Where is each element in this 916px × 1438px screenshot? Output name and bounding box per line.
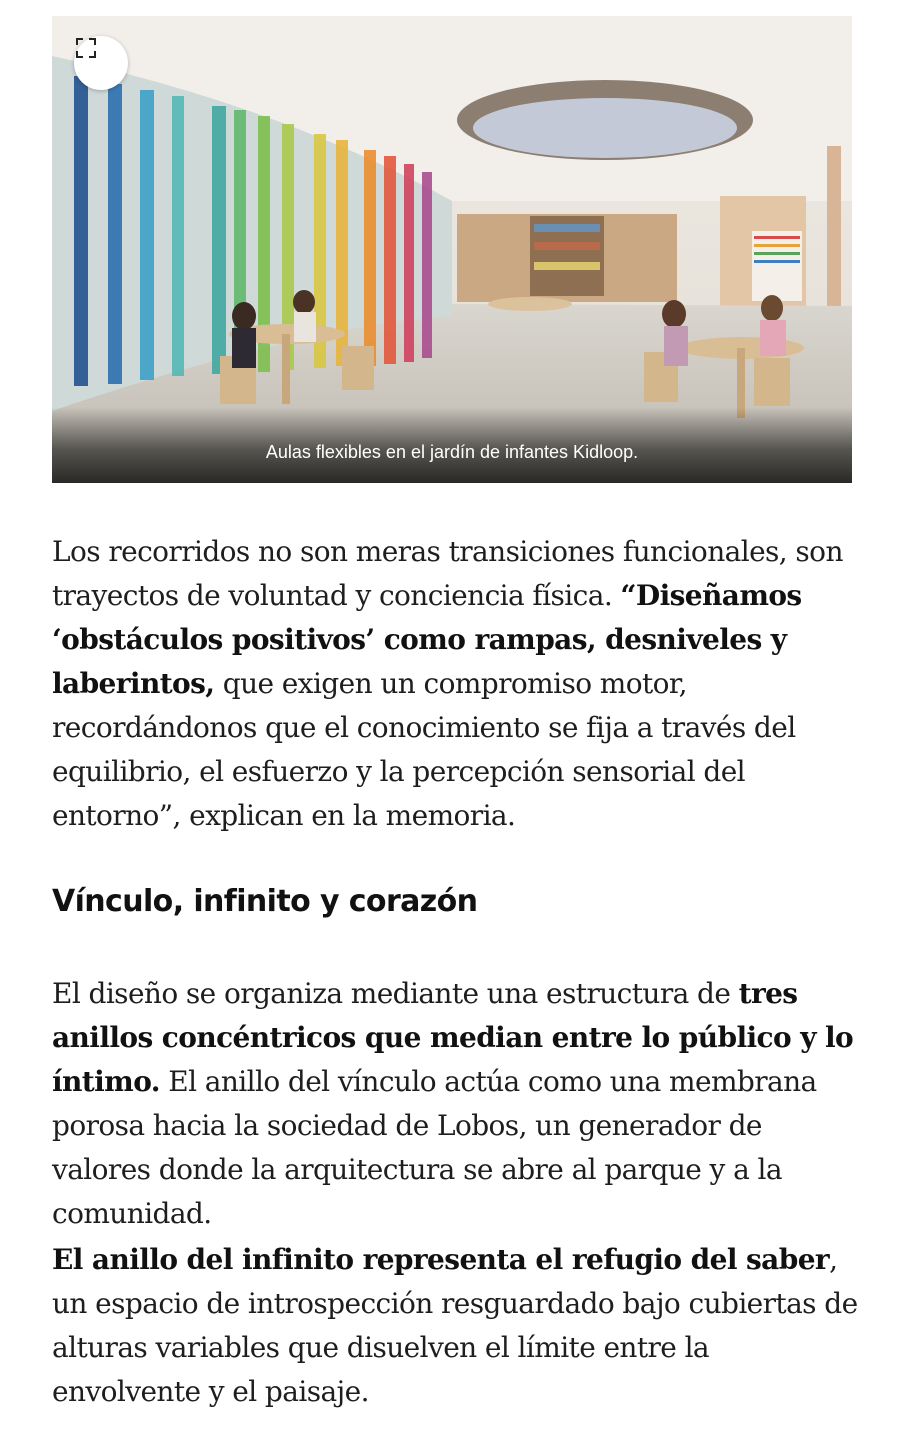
paragraph-anillos [52, 972, 862, 1236]
image-caption-overlay [52, 407, 852, 483]
paragraph-emphasis: El anillo del infinito representa el refugio del saber [52, 1243, 830, 1276]
paragraph-text: , un espacio de introspección resguardado bajo cubiertas de alturas variables que disuelven el límite entre la envolvente y el paisaje. [52, 1243, 858, 1408]
paragraph-emphasis: tres anillos concéntricos que median entre lo público y lo íntimo. [52, 977, 854, 1098]
paragraph-text: El anillo del vínculo actúa como una membrana porosa hacia la sociedad de Lobos, un generador de valores donde la arquitectura se abre al parque y a la comunidad. [52, 1065, 817, 1230]
expand-icon [74, 36, 98, 60]
image-caption: Aulas flexibles en el jardín de infantes Kidloop. [265, 442, 639, 462]
paragraph-text: Los recorridos no son meras transiciones funcionales, son trayectos de voluntad y conciencia física. [52, 535, 843, 612]
paragraph-text: que exigen un compromiso motor, recordándonos que el conocimiento se fija a través del equilibrio, el esfuerzo y la percepción sensorial del entorno”, explican en la memoria. [52, 667, 796, 832]
paragraph-text: El diseño se organiza mediante una estructura de [52, 977, 739, 1010]
paragraph-recorridos [52, 530, 862, 838]
expand-image-button[interactable] [74, 36, 128, 90]
paragraph-emphasis: “Diseñamos ‘obstáculos positivos’ como rampas, desniveles y laberintos, [52, 579, 802, 700]
article-figure [52, 16, 852, 483]
section-heading: Vínculo, infinito y corazón [52, 884, 478, 919]
paragraph-infinito [52, 1238, 862, 1414]
